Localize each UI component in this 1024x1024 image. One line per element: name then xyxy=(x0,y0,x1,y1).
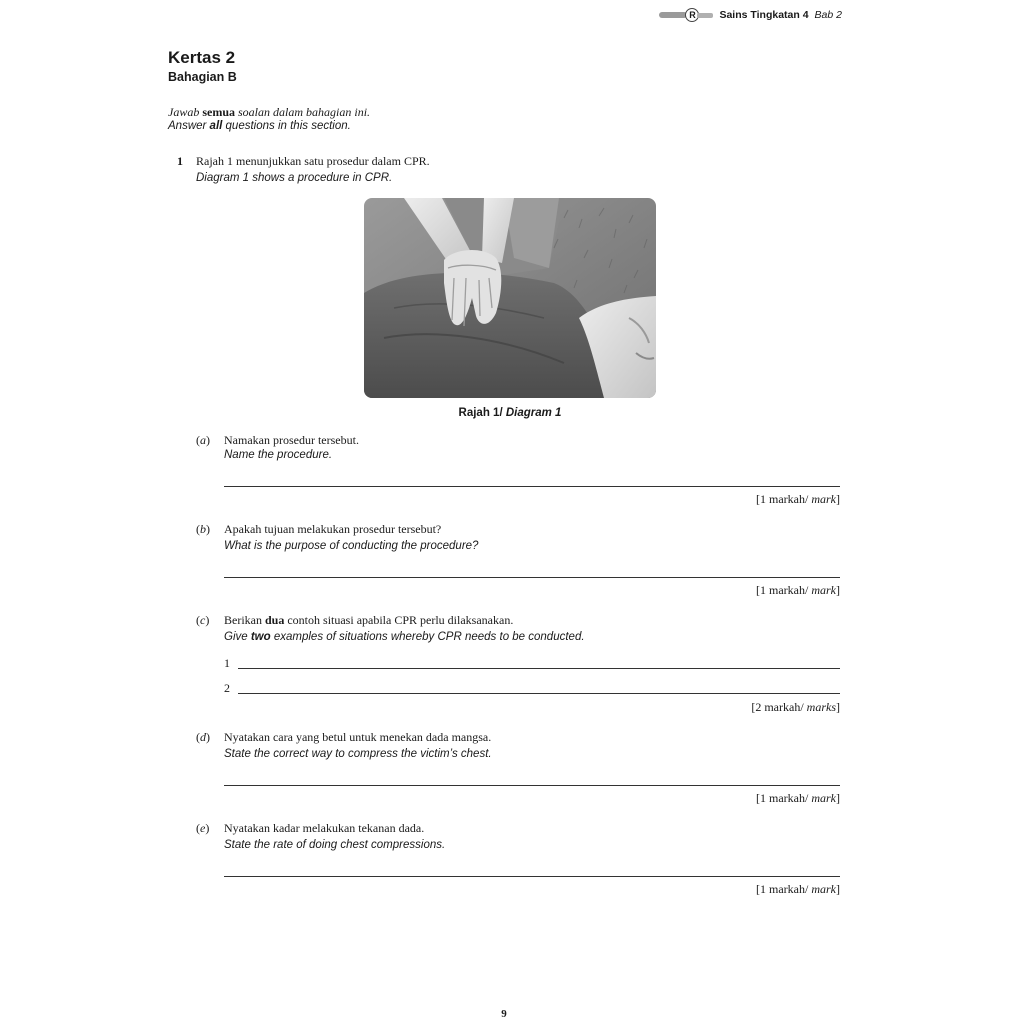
answer-line-c1[interactable] xyxy=(238,668,840,669)
diagram-caption: Rajah 1/ Diagram 1 xyxy=(458,407,562,419)
subquestion-b-label: (b) xyxy=(196,522,210,536)
subquestion-a-malay: Namakan prosedur tersebut. xyxy=(224,433,359,447)
publisher-logo xyxy=(659,8,713,22)
answer-line-e[interactable] xyxy=(224,876,840,877)
logo-letter: R xyxy=(685,8,699,22)
answer-number-1: 1 xyxy=(224,656,230,670)
marks-c: [2 markah/ marks] xyxy=(751,700,840,714)
subquestion-e-label: (e) xyxy=(196,821,210,835)
subquestion-c-malay: Berikan dua contoh situasi apabila CPR perlu dilaksanakan. xyxy=(224,613,514,627)
chapter-label: Bab 2 xyxy=(814,9,842,21)
subquestion-e-malay: Nyatakan kadar melakukan tekanan dada. xyxy=(224,821,425,835)
subquestion-c-label: (c) xyxy=(196,613,210,627)
question-stem-english: Diagram 1 shows a procedure in CPR. xyxy=(196,172,393,184)
answer-number-2: 2 xyxy=(224,681,230,695)
subquestion-d-label: (d) xyxy=(196,730,210,744)
answer-line-c2[interactable] xyxy=(238,693,840,694)
subquestion-c-english: Give two examples of situations whereby CPR needs to be conducted. xyxy=(224,631,585,643)
question-stem-malay: Rajah 1 menunjukkan satu prosedur dalam CPR. xyxy=(196,154,430,168)
marks-b: [1 markah/ mark] xyxy=(756,583,840,597)
subquestion-b-malay: Apakah tujuan melakukan prosedur tersebut? xyxy=(224,522,442,536)
question-number: 1 xyxy=(177,154,183,168)
marks-e: [1 markah/ mark] xyxy=(756,882,840,896)
instruction-english: Answer all questions in this section. xyxy=(168,120,351,132)
section-title: Bahagian B xyxy=(168,70,237,84)
subquestion-a-english: Name the procedure. xyxy=(224,449,333,461)
answer-line-d[interactable] xyxy=(224,785,840,786)
page-number: 9 xyxy=(501,1008,507,1020)
marks-d: [1 markah/ mark] xyxy=(756,791,840,805)
answer-line-b[interactable] xyxy=(224,577,840,578)
instruction-malay: Jawab semua soalan dalam bahagian ini. xyxy=(168,105,371,119)
subquestion-b-english: What is the purpose of conducting the procedure? xyxy=(224,540,479,552)
subquestion-e-english: State the rate of doing chest compressions. xyxy=(224,839,446,851)
book-title: Sains Tingkatan 4 xyxy=(719,9,809,21)
cpr-diagram-image xyxy=(364,198,656,398)
paper-title: Kertas 2 xyxy=(168,48,236,67)
subquestion-a-label: (a) xyxy=(196,433,210,447)
subquestion-d-english: State the correct way to compress the victim’s chest. xyxy=(224,748,492,760)
marks-a: [1 markah/ mark] xyxy=(756,492,840,506)
answer-line-a[interactable] xyxy=(224,486,840,487)
running-header xyxy=(560,7,842,23)
subquestion-d-malay: Nyatakan cara yang betul untuk menekan dada mangsa. xyxy=(224,730,492,744)
